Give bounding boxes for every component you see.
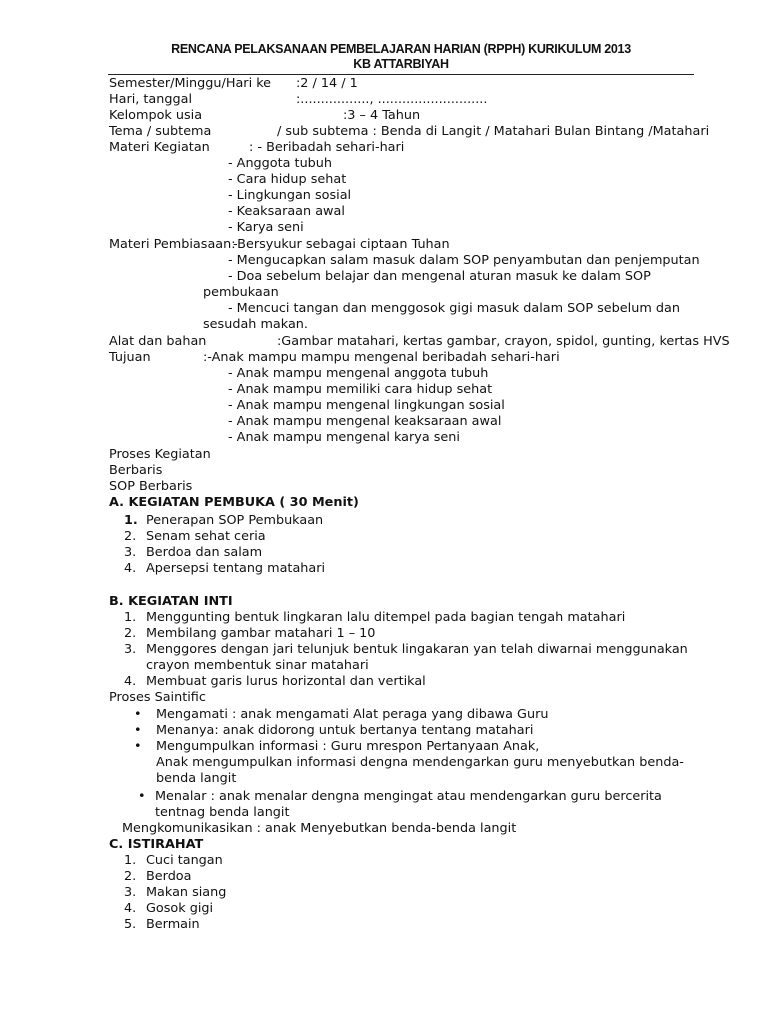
list-number: 1.	[124, 513, 138, 528]
bullet-icon: •	[134, 707, 142, 722]
tujuan-item: - Anak mampu memiliki cara hidup sehat	[228, 382, 493, 397]
kelompok-label: Kelompok usia	[109, 108, 203, 123]
bullet-icon: •	[138, 789, 146, 804]
tujuan-item: - Anak mampu mengenal karya seni	[228, 430, 460, 445]
materi-item: - Anggota tubuh	[228, 156, 333, 171]
saintific-label: Proses Saintific	[109, 690, 206, 705]
document-title: RENCANA PELAKSANAAN PEMBELAJARAN HARIAN (RPPH) KURIKULUM 2013	[171, 42, 631, 56]
list-item: Bermain	[146, 917, 200, 932]
list-number: 5.	[124, 917, 137, 932]
list-item: Cuci tangan	[146, 853, 223, 868]
title-divider	[108, 74, 694, 75]
tujuan-item: - Anak mampu mengenal lingkungan sosial	[228, 398, 505, 413]
materi-item: - Lingkungan sosial	[228, 188, 352, 203]
list-item-cont: crayon membentuk sinar matahari	[146, 658, 369, 673]
list-number: 2.	[124, 529, 137, 544]
semester-value: :2 / 14 / 1	[296, 76, 358, 91]
list-number: 3.	[124, 885, 137, 900]
materi-label: Materi Kegiatan	[109, 140, 210, 155]
materi-item: - Karya seni	[228, 220, 304, 235]
list-number: 1.	[124, 610, 137, 625]
list-number: 3.	[124, 642, 137, 657]
list-number: 2.	[124, 869, 137, 884]
proses-sop: SOP Berbaris	[109, 479, 193, 494]
pembiasaan-item: - Mengucapkan salam masuk dalam SOP penyambutan dan penjemputan	[228, 253, 700, 268]
list-number: 4.	[124, 561, 137, 576]
pembiasaan-label: Materi Pembiasaan:	[109, 237, 236, 252]
tujuan-item: - Anak mampu mengenal keaksaraan awal	[228, 414, 502, 429]
materi-first: : - Beribadah sehari-hari	[249, 140, 405, 155]
bullet-item-cont: benda langit	[156, 771, 237, 786]
pembiasaan-item-cont: pembukaan	[203, 285, 279, 300]
list-item: Berdoa dan salam	[146, 545, 263, 560]
proses-berbaris: Berbaris	[109, 463, 163, 478]
section-c-heading: C. ISTIRAHAT	[109, 837, 204, 852]
hari-value: :................., ...........................	[296, 92, 488, 107]
komunikasi-line: Mengkomunikasikan : anak Menyebutkan benda-benda langit	[122, 821, 517, 836]
bullet-item-cont: tentnag benda langit	[155, 805, 290, 820]
list-number: 4.	[124, 901, 137, 916]
bullet-icon: •	[134, 723, 142, 738]
list-item: Membilang gambar matahari 1 – 10	[146, 626, 376, 641]
tujuan-label: Tujuan	[109, 350, 151, 365]
list-item: Berdoa	[146, 869, 192, 884]
list-number: 4.	[124, 674, 137, 689]
list-item: Penerapan SOP Pembukaan	[146, 513, 324, 528]
bullet-item: Mengamati : anak mengamati Alat peraga yang dibawa Guru	[156, 707, 549, 722]
section-a-heading: A. KEGIATAN PEMBUKA ( 30 Menit)	[109, 495, 359, 510]
document-subtitle: KB ATTARBIYAH	[353, 57, 449, 71]
list-item: Menggores dengan jari telunjuk bentuk lingakaran yan telah diwarnai menggunakan	[146, 642, 688, 657]
bullet-item: Mengumpulkan informasi : Guru mrespon Pertanyaan Anak,	[156, 739, 540, 754]
bullet-item: Menanya: anak didorong untuk bertanya tentang matahari	[156, 723, 534, 738]
list-item: Senam sehat ceria	[146, 529, 266, 544]
list-item: Apersepsi tentang matahari	[146, 561, 326, 576]
list-number: 3.	[124, 545, 137, 560]
hari-label: Hari, tanggal	[109, 92, 193, 107]
alat-label: Alat dan bahan	[109, 334, 207, 349]
list-item: Menggunting bentuk lingkaran lalu ditempel pada bagian tengah matahari	[146, 610, 626, 625]
tema-label: Tema / subtema	[109, 124, 212, 139]
list-number: 2.	[124, 626, 137, 641]
tujuan-item: - Anak mampu mengenal anggota tubuh	[228, 366, 489, 381]
list-item: Makan siang	[146, 885, 227, 900]
list-number: 1.	[124, 853, 137, 868]
section-b-heading: B. KEGIATAN INTI	[109, 594, 233, 609]
kelompok-value: :3 – 4 Tahun	[343, 108, 421, 123]
list-item: Membuat garis lurus horizontal dan vertikal	[146, 674, 426, 689]
bullet-item: Menalar : anak menalar dengna mengingat atau mendengarkan guru bercerita	[155, 789, 662, 804]
pembiasaan-item: - Mencuci tangan dan menggosok gigi masuk dalam SOP sebelum dan	[228, 301, 680, 316]
materi-item: - Cara hidup sehat	[228, 172, 347, 187]
pembiasaan-item-cont: sesudah makan.	[203, 317, 308, 332]
tujuan-first: :-Anak mampu mampu mengenal beribadah sehari-hari	[203, 350, 560, 365]
alat-value: :Gambar matahari, kertas gambar, crayon, spidol, gunting, kertas HVS	[277, 334, 730, 349]
proses-kegiatan: Proses Kegiatan	[109, 447, 211, 462]
tema-value: / sub subtema : Benda di Langit / Matahari Bulan Bintang /Matahari	[277, 124, 710, 139]
bullet-item-cont: Anak mengumpulkan informasi dengna mendengarkan guru menyebutkan benda-	[156, 755, 684, 770]
list-item: Gosok gigi	[146, 901, 214, 916]
pembiasaan-first: -Bersyukur sebagai ciptaan Tuhan	[233, 237, 450, 252]
semester-label: Semester/Minggu/Hari ke	[109, 76, 272, 91]
materi-item: - Keaksaraan awal	[228, 204, 345, 219]
pembiasaan-item: - Doa sebelum belajar dan mengenal aturan masuk ke dalam SOP	[228, 269, 651, 284]
bullet-icon: •	[134, 739, 142, 754]
